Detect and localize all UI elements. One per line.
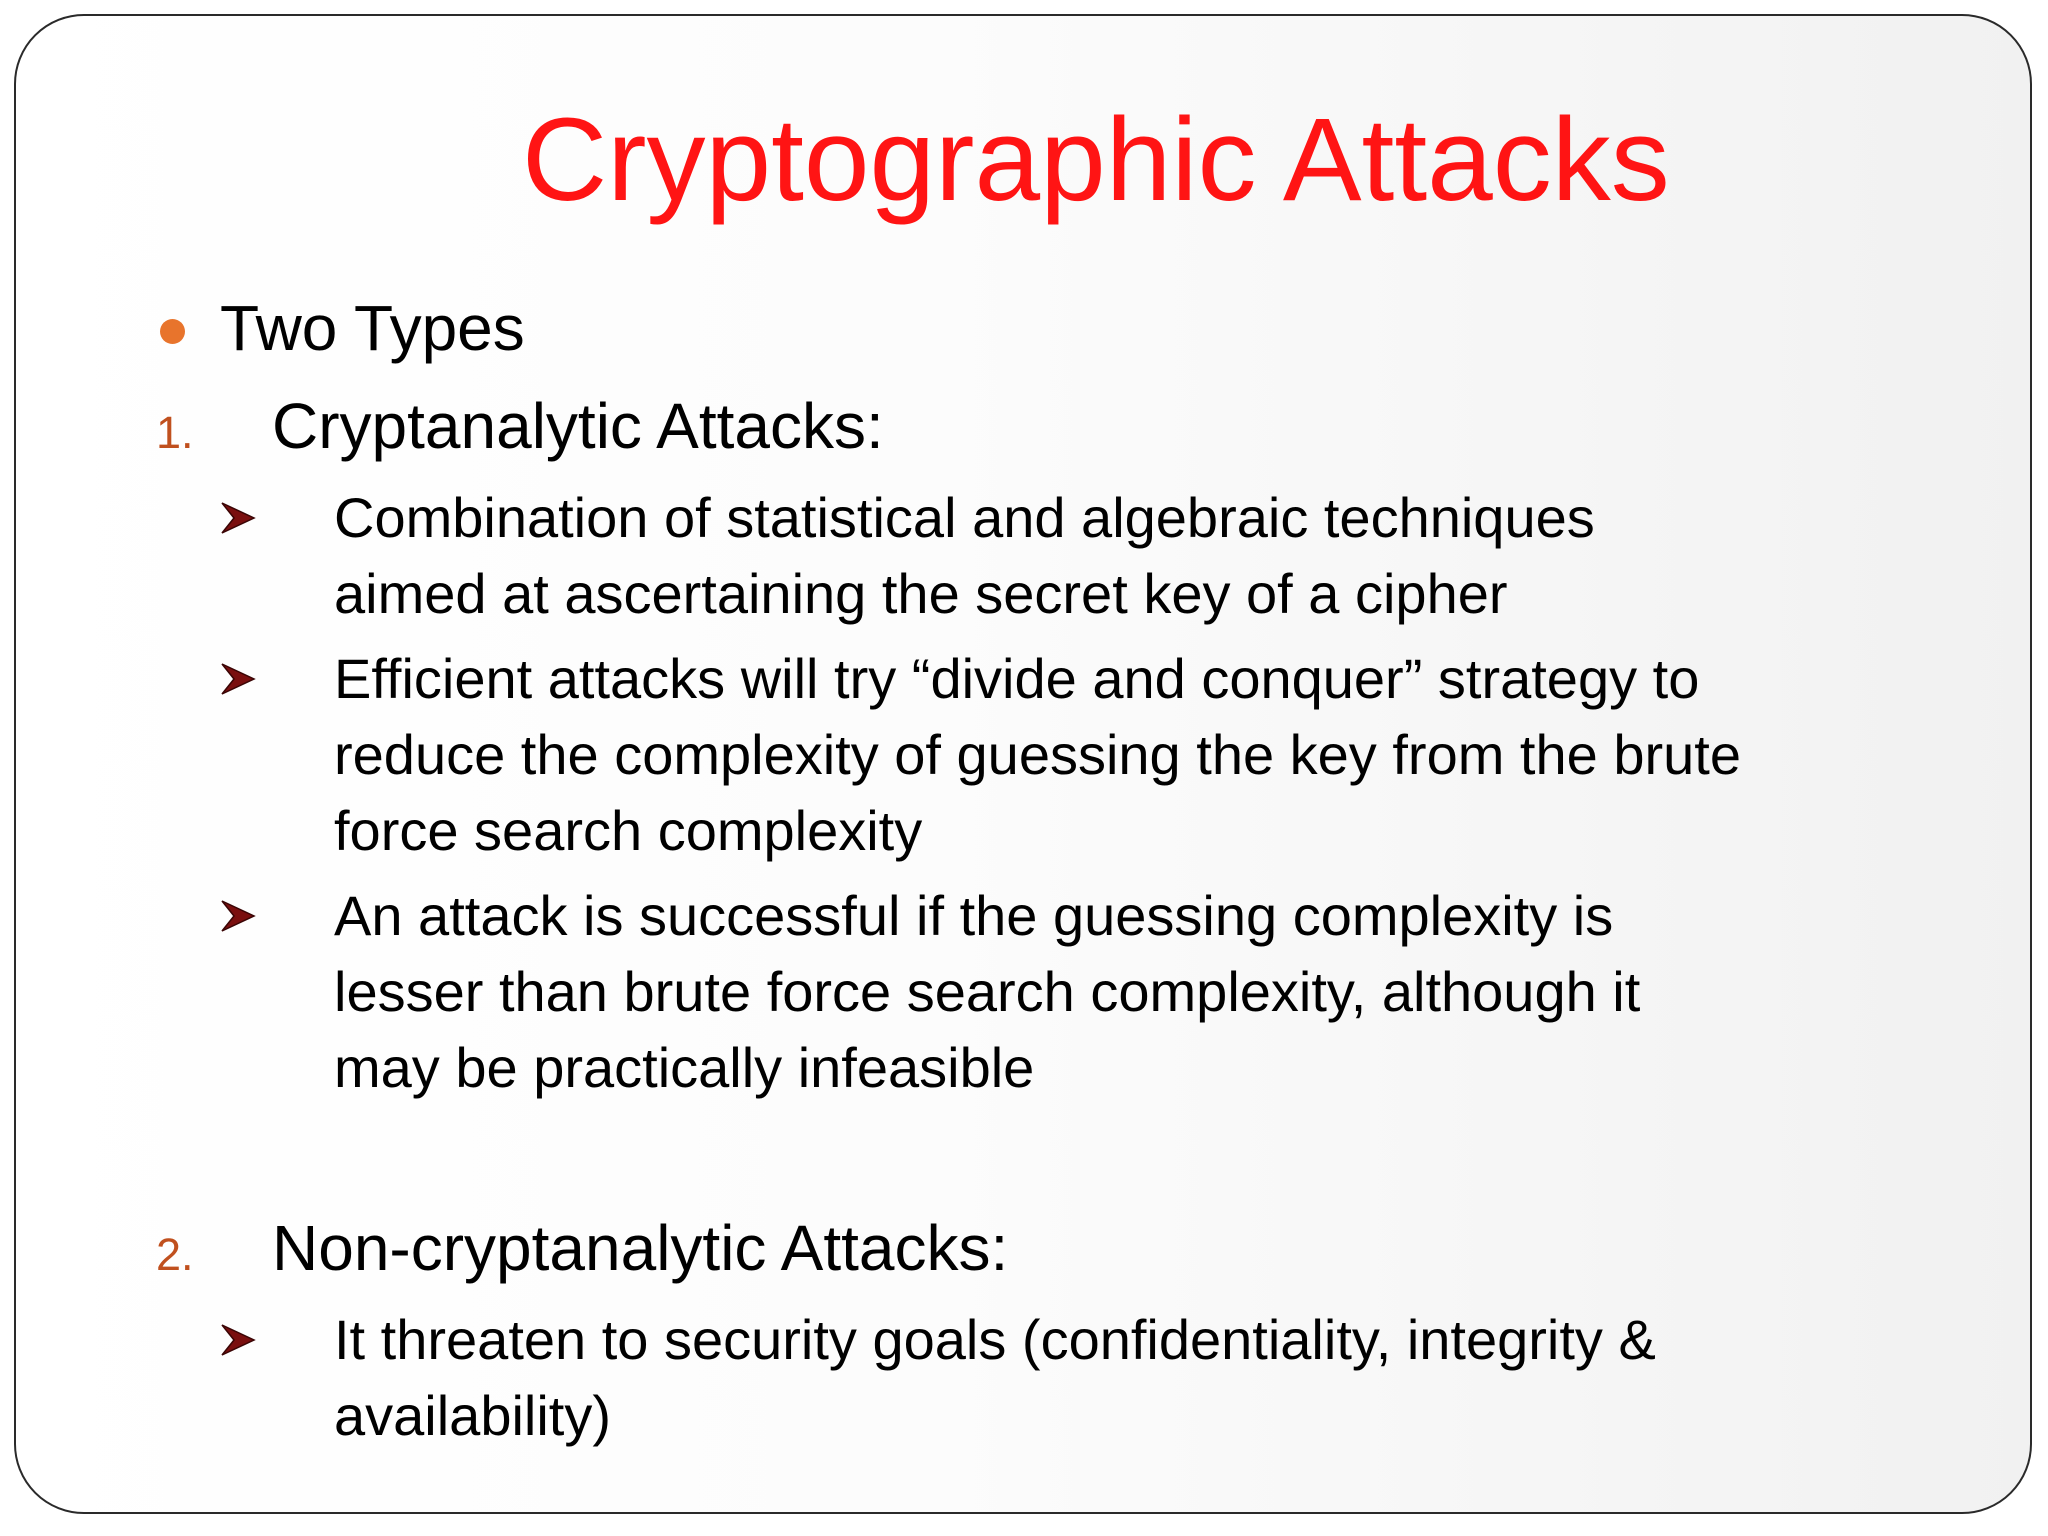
arrowhead-bullet-icon: [220, 899, 256, 933]
lead-bullet-text: Two Types: [220, 292, 525, 364]
section-number-2: 2.: [156, 1229, 194, 1280]
section-heading-non-cryptanalytic: Non-cryptanalytic Attacks:: [272, 1212, 1009, 1284]
list-item: [334, 1302, 1656, 1454]
arrowhead-bullet-icon: [220, 1323, 256, 1357]
list-item-line: An attack is successful if the guessing complexity is: [334, 884, 1614, 947]
list-item-line: force search complexity: [334, 799, 923, 862]
list-item: [334, 878, 1640, 1106]
list-item-line: may be practically infeasible: [334, 1036, 1035, 1099]
list-item-line: Combination of statistical and algebraic techniques: [334, 486, 1595, 549]
list-item-line: Efficient attacks will try “divide and conquer” strategy to: [334, 647, 1700, 710]
section-heading-cryptanalytic: Cryptanalytic Attacks:: [272, 390, 884, 462]
filled-circle-bullet-icon: [160, 319, 185, 344]
list-item-line: aimed at ascertaining the secret key of a cipher: [334, 562, 1508, 625]
section-number-1: 1.: [156, 407, 194, 458]
arrowhead-bullet-icon: [220, 662, 256, 696]
list-item: [334, 641, 1741, 869]
list-item-line: reduce the complexity of guessing the key from the brute: [334, 723, 1741, 786]
arrowhead-bullet-icon: [220, 501, 256, 535]
list-item-line: It threaten to security goals (confidentiality, integrity &: [334, 1308, 1656, 1371]
list-item: [334, 480, 1595, 632]
list-item-line: lesser than brute force search complexity, although it: [334, 960, 1641, 1023]
list-item-line: availability): [334, 1384, 611, 1447]
slide-title: Cryptographic Attacks: [522, 94, 1670, 226]
